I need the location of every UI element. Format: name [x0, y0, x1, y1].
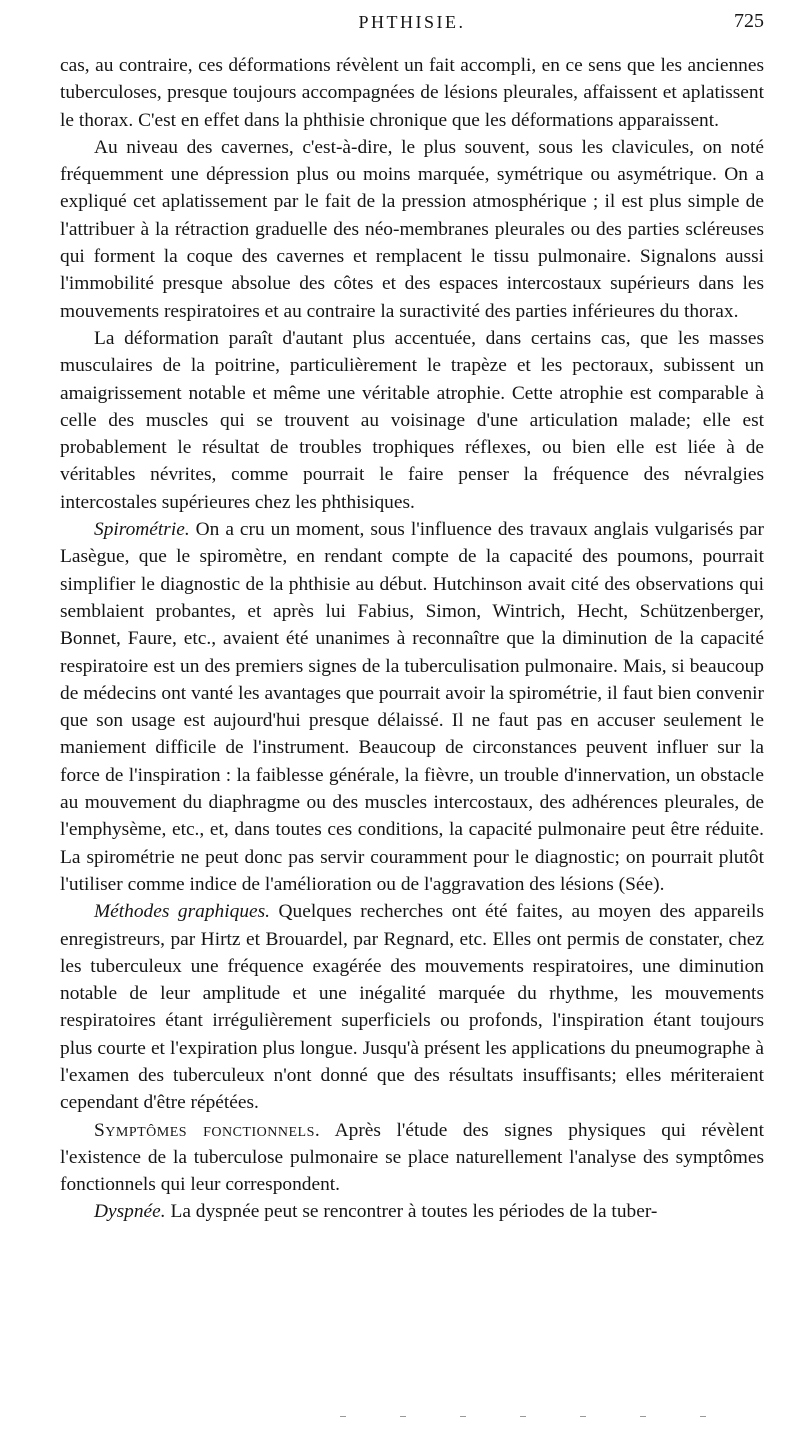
body-text: [60, 52, 764, 1226]
paragraph-3: [60, 325, 764, 516]
running-title: PHTHISIE.: [358, 12, 466, 32]
paragraph-text: Au niveau des cavernes, c'est-à-dire, le plus souvent, sous les clavicules, on noté fréquemment une dépression plus ou moins marquée, symétrique ou asymétrique. On a expliqué cet aplatissement par le fait de la pression atmosphérique ; il est plus simple de l'attribuer à la rétraction graduelle des néo-membranes pleurales ou des parties scléreuses qui forment la coque des cavernes et remplacent le tissu pulmonaire. Signalons aussi l'immobilité presque absolue des côtes et des espaces intercostaux supérieurs dans les mouvements respiratoires et au contraire la suractivité des parties inférieures du thorax.: [60, 136, 764, 322]
section-lead-methodes-graphiques: Méthodes graphiques.: [94, 901, 271, 923]
paragraph-methodes-graphiques: [60, 898, 764, 1116]
paragraph-text: Après l'étude des signes physiques qui révèlent l'existence de la tuberculose pulmonaire se place naturellement l'analyse des symptômes fonctionnels qui leur correspondent.: [60, 1119, 764, 1196]
page-number: 725: [734, 10, 764, 32]
paragraph-text: Quelques recherches ont été faites, au moyen des appareils enregistreurs, par Hirtz et Brouardel, par Regnard, etc. Elles ont permis de constater, chez les tuberculeux une fréquence exagérée des mouvements respiratoires, une diminution notable de leur amplitude et une inégalité marquée du rhythme, les mouvements respiratoires étant irrégulièrement superficiels ou profonds, l'inspiration étant toujours plus courte et l'expiration plus longue. Jusqu'à présent les applications du pneumographe à l'examen des tuberculeux n'ont donné que des résultats insuffisants; elles mériteraient cependant d'être répétées.: [60, 901, 764, 1114]
paragraph-spirometrie: [60, 516, 764, 898]
paragraph-text: On a cru un moment, sous l'influence des travaux anglais vulgarisés par Lasègue, que le spiromètre, en rendant compte de la capacité des poumons, pourrait simplifier le diagnostic de la phthisie au début. Hutchinson avait cité des observations qui semblaient probantes, et après lui Fabius, Simon, Wintrich, Hecht, Schützenberger, Bonnet, Faure, etc., avaient été unanimes à reconnaître que la diminution de la capacité respiratoire est un des premiers signes de la tuberculisation pulmonaire. Mais, si beaucoup de médecins ont vanté les avantages que pourrait avoir la spirométrie, il faut bien convenir que son usage est aujourd'hui presque délaissé. Il ne faut pas en accuser seulement le maniement difficile de l'instrument. Beaucoup de circonstances peuvent influer sur la force de l'inspiration : la faiblesse générale, la fièvre, un trouble d'innervation, un obstacle au mouvement du diaphragme ou des muscles intercostaux, des adhérences pleurales, de l'emphysème, etc., et, dans toutes ces conditions, la capacité pulmonaire peut être réduite. La spirométrie ne peut donc pas servir couramment pour le diagnostic; on pourrait plutôt l'utiliser comme indice de l'amélioration ou de l'aggravation des lésions (Sée).: [60, 519, 764, 895]
paragraph-text: La déformation paraît d'autant plus accentuée, dans certains cas, que les masses musculaires de la poitrine, particulièrement le trapèze et les pectoraux, subissent un amaigrissement notable et même une véritable atrophie. Cette atrophie est comparable à celle des muscles qui se trouvent au voisinage d'une articulation malade; elle est probablement le résultat de troubles trophiques réflexes, ou bien elle est liée à de véritables névrites, comme pourrait le faire penser la fréquence des névralgies intercostales supérieures chez les phthisiques.: [60, 327, 764, 513]
paragraph-text: La dyspnée peut se rencontrer à toutes les périodes de la tuber-: [170, 1201, 658, 1223]
paragraph-dyspnee: [60, 1198, 764, 1225]
bleed-through-marks: [340, 1416, 740, 1424]
paragraph-1: [60, 52, 764, 134]
section-heading-symptomes-fonctionnels: Symptômes fonctionnels.: [94, 1119, 321, 1141]
running-header: [60, 4, 764, 42]
section-lead-spirometrie: Spirométrie.: [94, 519, 190, 541]
section-lead-dyspnee: Dyspnée.: [94, 1201, 166, 1223]
paragraph-2: [60, 134, 764, 325]
paragraph-text: cas, au contraire, ces déformations révèlent un fait accompli, en ce sens que les anciennes tuberculoses, presque toujours accompagnées de lésions pleurales, affaissent et aplatissent le thorax. C'est en effet dans la phthisie chronique que les déformations apparaissent.: [60, 55, 764, 131]
paragraph-symptomes-fonctionnels: [60, 1117, 764, 1199]
